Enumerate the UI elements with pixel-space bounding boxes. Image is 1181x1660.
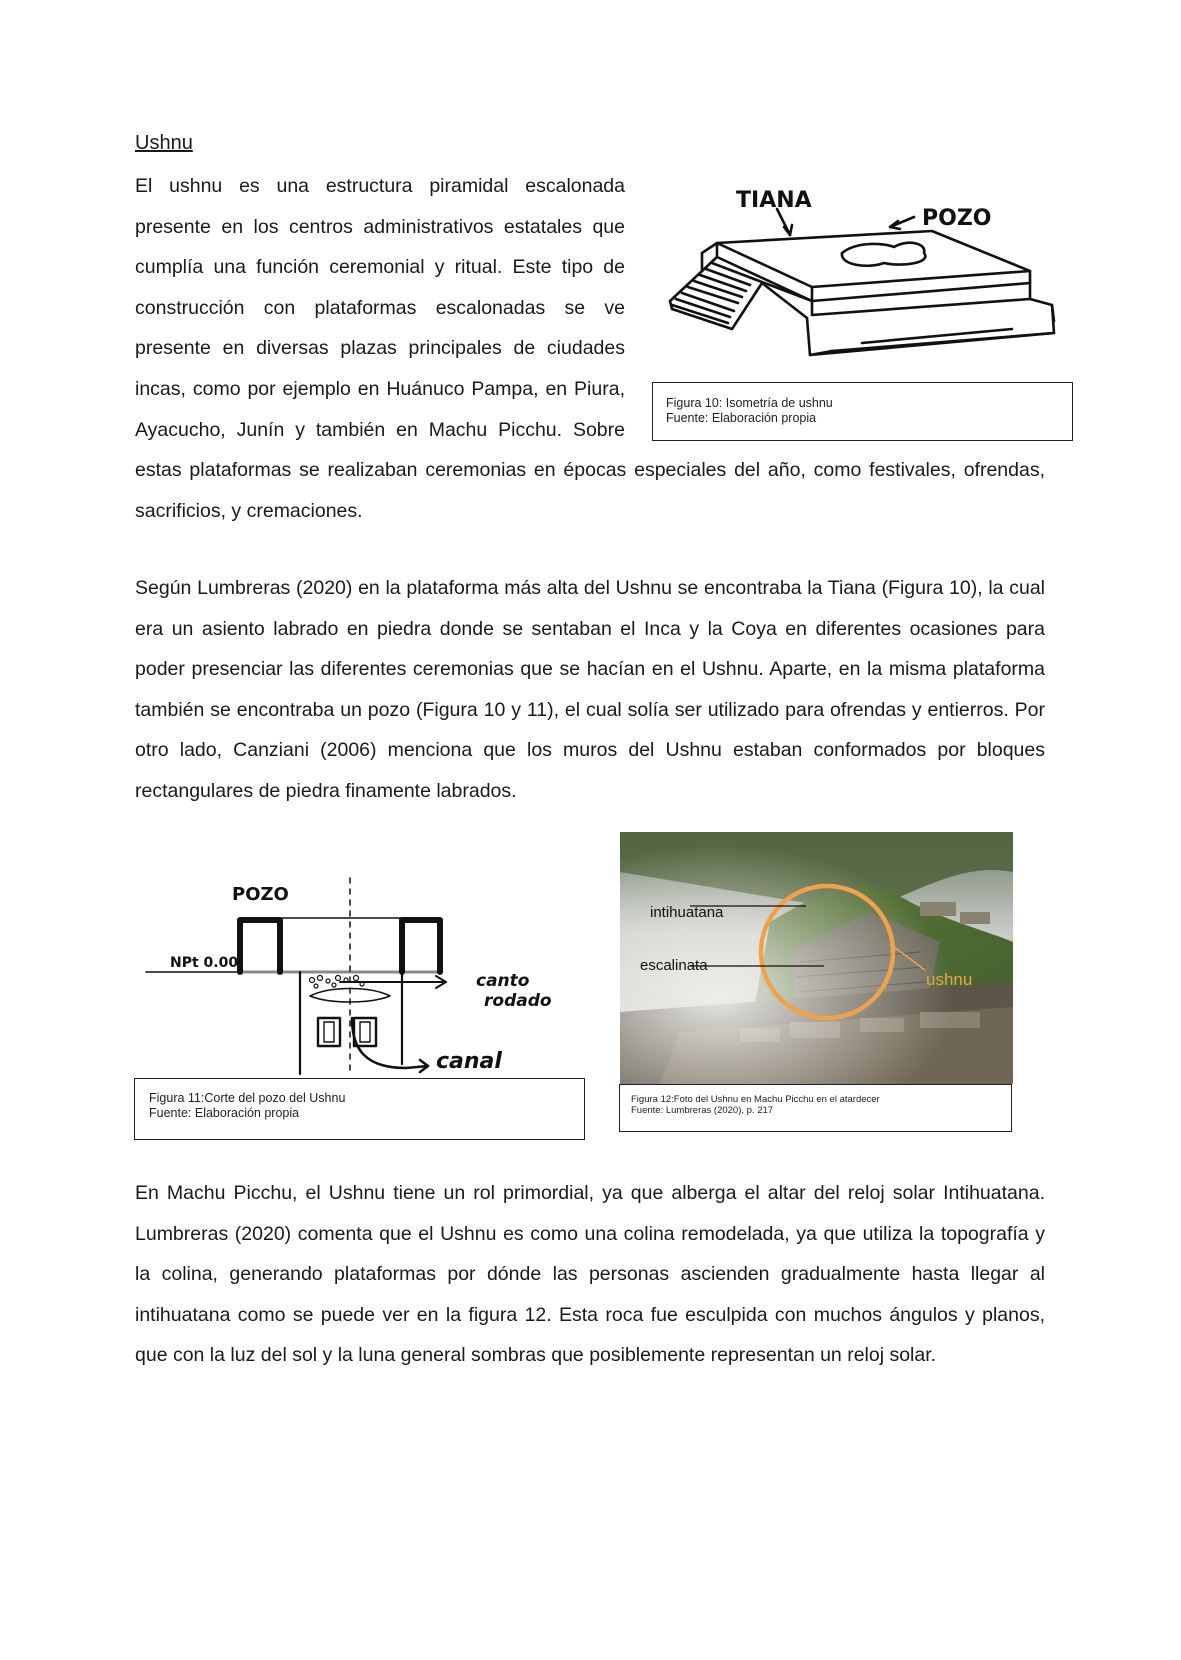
canal-label: canal	[436, 1049, 502, 1074]
tiana-label: TIANA	[736, 188, 812, 213]
section-heading: Ushnu	[135, 132, 193, 154]
pozo-label: POZO	[232, 884, 289, 905]
pozo-label: POZO	[922, 206, 992, 231]
figure-11-caption-source: Fuente: Elaboración propia	[149, 1106, 300, 1120]
figure-10-caption-source: Fuente: Elaboración propia	[666, 411, 817, 425]
paragraph-machu-picchu: En Machu Picchu, el Ushnu tiene un rol primordial, ya que alberga el altar del reloj solar Intihuatana. Lumbreras (2020) comenta que el Ushnu es como una colina remodelada, ya que utiliza la topografía y la colina, generando plataformas por dónde las personas ascienden gradualmente hasta llegar al intihuatana como se puede ver en la figura 12. Esta roca fue esculpida con muchos ángulos y planos, que con la luz del sol y la luna general sombras que posiblemente representan un reloj solar.	[135, 1182, 1045, 1367]
ushnu-label: ushnu	[926, 970, 973, 989]
pozo-shape	[842, 243, 925, 266]
figure-12-caption	[619, 1084, 1012, 1132]
canto-label: canto	[476, 971, 530, 991]
figure-12-caption-source: Fuente: Lumbreras (2020), p. 217	[631, 1105, 774, 1116]
figure-11-section-sketch	[140, 868, 580, 1078]
figure-10-caption	[652, 382, 1073, 441]
intihuatana-label: intihuatana	[650, 904, 724, 921]
figure-11-caption	[134, 1078, 585, 1140]
npt-label: NPt 0.00	[170, 955, 239, 971]
paragraph-intro-text: El ushnu es una estructura piramidal escalonada presente en los centros administrativos estatales que cumplía una función ceremonial y ritual. Este tipo de construcción con plataformas escalonadas se ve presente en diversas plazas principales de ciudades incas, como por ejemplo en Huánuco Pampa, en Piura, Ayacucho, Junín y también en Machu Picchu. Sobre estas plataformas se realizaban ceremonias en épocas especiales del año, como festivales, ofrendas, sacrificios, y cremaciones.	[135, 175, 1045, 522]
figure-12-caption-title: Figura 12:Foto del Ushnu en Machu Picchu en el atardecer	[631, 1094, 880, 1105]
figure-12-photo	[620, 832, 1013, 1084]
paragraph-tiana: Según Lumbreras (2020) en la plataforma más alta del Ushnu se encontraba la Tiana (Figura 10), la cual era un asiento labrado en piedra donde se sentaban el Inca y la Coya en diferentes ocasiones para poder presenciar las diferentes ceremonias que se hacían en el Ushnu. Aparte, en la misma plataforma también se encontraba un pozo (Figura 10 y 11), el cual solía ser utilizado para ofrendas y entierros. Por otro lado, Canziani (2006) menciona que los muros del Ushnu estaban conformados por bloques rectangulares de piedra finamente labrados.	[135, 577, 1045, 802]
figure-10-isometric-sketch	[662, 183, 1062, 373]
escalinata-label: escalinata	[640, 957, 708, 974]
figure-11-caption-title: Figura 11:Corte del pozo del Ushnu	[149, 1091, 346, 1105]
figure-10-caption-title: Figura 10: Isometría de ushnu	[666, 396, 833, 410]
rodado-label: rodado	[484, 991, 552, 1011]
